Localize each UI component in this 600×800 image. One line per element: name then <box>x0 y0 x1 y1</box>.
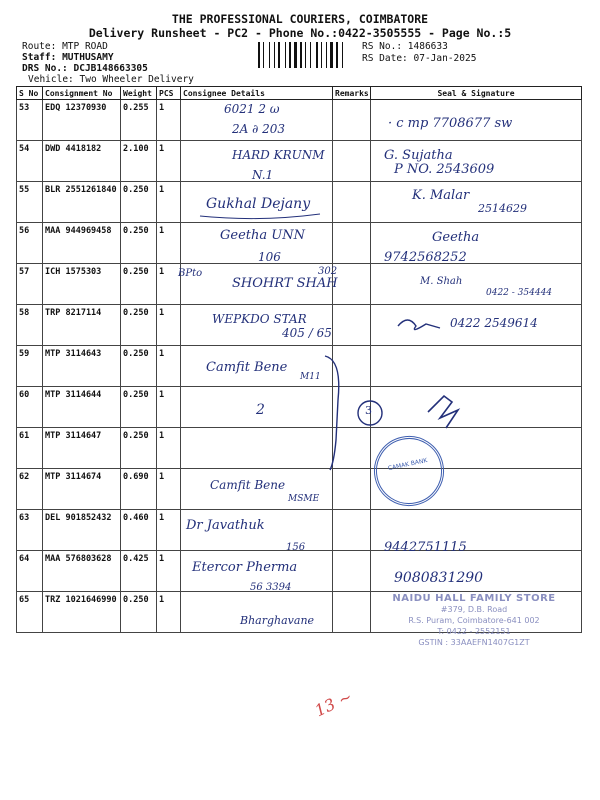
rs-date-value: 07-Jan-2025 <box>413 53 477 64</box>
cell-consignment: EDQ 12370930 <box>43 100 121 141</box>
cell-pcs: 1 <box>157 141 181 182</box>
store-name: NAIDU HALL FAMILY STORE <box>392 593 556 604</box>
hw-s58: 0422 2549614 <box>450 316 538 330</box>
hw-c57: SHOHRT SHAH <box>232 276 338 291</box>
cell-consignment: MAA 576803628 <box>43 551 121 592</box>
hw-c59b: M11 <box>300 372 321 382</box>
route-label: Route: <box>22 41 57 52</box>
col-weight: Weight <box>121 87 157 100</box>
cell-sno: 59 <box>17 346 43 387</box>
col-sno: S No <box>17 87 43 100</box>
cell-pcs: 1 <box>157 223 181 264</box>
hw-c65b: 56 3394 <box>250 582 292 593</box>
col-consignee: Consignee Details <box>181 87 333 100</box>
hw-c53b: 2A ∂ 203 <box>232 122 286 136</box>
cell-pcs: 1 <box>157 346 181 387</box>
hw-s57a: M. Shah <box>420 276 463 287</box>
store-line-3: T: 0422 - 2552151 <box>437 627 511 636</box>
cell-sno: 64 <box>17 551 43 592</box>
hw-c62: Camfit Bene <box>210 478 286 492</box>
hw-c58: WEPKDO STAR <box>212 312 307 326</box>
hw-c54b: N.1 <box>252 168 274 182</box>
cell-consignment: ICH 1575303 <box>43 264 121 305</box>
hw-s57b: 0422 - 354444 <box>486 288 553 298</box>
store-line-2: R.S. Puram, Coimbatore-641 002 <box>408 616 540 625</box>
cell-sno: 54 <box>17 141 43 182</box>
hw-c63: Dr Javathuk <box>186 518 265 533</box>
hw-c53a: 6021 2 ω <box>224 102 280 116</box>
vehicle-label: Vehicle: <box>28 74 74 85</box>
cell-sno: 55 <box>17 182 43 223</box>
col-remarks: Remarks <box>333 87 371 100</box>
cell-consignment: BLR 2551261840 <box>43 182 121 223</box>
underline-55 <box>200 214 320 219</box>
cell-weight: 0.250 <box>121 592 157 633</box>
cell-consignment: DWD 4418182 <box>43 141 121 182</box>
cell-consignment: MTP 3114644 <box>43 387 121 428</box>
cell-weight: 0.460 <box>121 510 157 551</box>
round-seal-text: CAMAK BANK <box>387 457 428 473</box>
cell-consignment: MAA 944969458 <box>43 223 121 264</box>
hw-s54a: G. Sujatha <box>384 148 453 163</box>
cell-weight: 0.425 <box>121 551 157 592</box>
hw-c65: Etercor Pherma <box>192 560 298 575</box>
cell-pcs: 1 <box>157 510 181 551</box>
cell-weight: 0.690 <box>121 469 157 510</box>
store-stamp <box>384 593 564 648</box>
hw-circle-number: 3 <box>365 404 372 417</box>
vehicle-value: Two Wheeler Delivery <box>79 74 194 85</box>
cell-sno: 61 <box>17 428 43 469</box>
cell-weight: 0.250 <box>121 346 157 387</box>
staff-label: Staff: <box>22 52 57 63</box>
cell-pcs: 1 <box>157 100 181 141</box>
hw-c64: 156 <box>286 542 306 553</box>
hw-s54b: P NO. 2543609 <box>394 162 495 177</box>
cell-sno: 60 <box>17 387 43 428</box>
cell-sno: 58 <box>17 305 43 346</box>
cell-weight: 0.250 <box>121 428 157 469</box>
cell-weight: 0.255 <box>121 100 157 141</box>
drs-value: DCJB148663305 <box>73 63 148 74</box>
cell-consignment: TRZ 1021646990 <box>43 592 121 633</box>
hw-c59: Camfit Bene <box>206 360 288 375</box>
hw-c60: 2 <box>256 402 265 418</box>
company-title: THE PROFESSIONAL COURIERS, COIMBATORE <box>171 12 429 26</box>
hw-s56a: Geetha <box>432 230 480 245</box>
cell-weight: 0.250 <box>121 264 157 305</box>
cell-sno: 63 <box>17 510 43 551</box>
rs-no-value: 1486633 <box>407 41 448 52</box>
col-consignment: Consignment No <box>43 87 121 100</box>
hw-c56: Geetha UNN <box>220 228 305 243</box>
cell-pcs: 1 <box>157 182 181 223</box>
hw-s65: 9080831290 <box>394 570 484 586</box>
cell-weight: 0.250 <box>121 223 157 264</box>
cell-sno: 57 <box>17 264 43 305</box>
store-line-1: #379, D.B. Road <box>440 605 508 614</box>
hw-footer: Bharghavane <box>240 614 315 627</box>
cell-pcs: 1 <box>157 469 181 510</box>
cell-pcs: 1 <box>157 305 181 346</box>
signature-scribble-58 <box>398 320 440 330</box>
hw-s64: 9442751115 <box>384 540 467 555</box>
store-line-4: GSTIN : 33AAEFN1407G1ZT <box>418 638 530 647</box>
hw-c58b: 405 / 65 <box>282 326 332 340</box>
col-pcs: PCS <box>157 87 181 100</box>
cell-pcs: 1 <box>157 428 181 469</box>
hw-s55a: K. Malar <box>412 188 470 203</box>
hw-c55: Gukhal Dejany <box>206 196 311 212</box>
staff-value: MUTHUSAMY <box>62 52 114 63</box>
cell-weight: 2.100 <box>121 141 157 182</box>
col-seal: Seal & Signature <box>371 87 582 100</box>
rs-no-label: RS No.: <box>362 41 403 52</box>
hw-c57b: 302 <box>318 266 338 277</box>
hw-c56b: 106 <box>258 250 281 264</box>
cell-consignment: TRP 8217114 <box>43 305 121 346</box>
hw-s55b: 2514629 <box>478 202 527 215</box>
hw-c57pre: BPto <box>178 268 203 279</box>
brace-mark <box>325 356 339 470</box>
cell-sno: 56 <box>17 223 43 264</box>
cell-weight: 0.250 <box>121 305 157 346</box>
cell-consignment: MTP 3114647 <box>43 428 121 469</box>
hw-s56b: 9742568252 <box>384 250 467 265</box>
drs-label: DRS No.: <box>22 63 68 74</box>
signature-scribble-60 <box>428 396 458 428</box>
cell-pcs: 1 <box>157 592 181 633</box>
hw-s53: · c mp 7708677 sw <box>388 116 513 131</box>
cell-sno: 53 <box>17 100 43 141</box>
cell-sno: 65 <box>17 592 43 633</box>
cell-pcs: 1 <box>157 551 181 592</box>
red-scribble: 13 ~ <box>311 686 356 721</box>
hw-c54a: HARD KRUNM <box>232 148 325 162</box>
cell-consignment: MTP 3114643 <box>43 346 121 387</box>
route-value: MTP ROAD <box>62 41 108 52</box>
cell-pcs: 1 <box>157 264 181 305</box>
cell-pcs: 1 <box>157 387 181 428</box>
runsheet-subtitle: Delivery Runsheet - PC2 - Phone No.:0422-3505555 - Page No.:5 <box>88 26 512 40</box>
rs-date-label: RS Date: <box>362 53 408 64</box>
cell-sno: 62 <box>17 469 43 510</box>
cell-consignment: MTP 3114674 <box>43 469 121 510</box>
cell-consignment: DEL 901852432 <box>43 510 121 551</box>
cell-weight: 0.250 <box>121 387 157 428</box>
hw-c62b: MSME <box>288 494 320 504</box>
cell-weight: 0.250 <box>121 182 157 223</box>
